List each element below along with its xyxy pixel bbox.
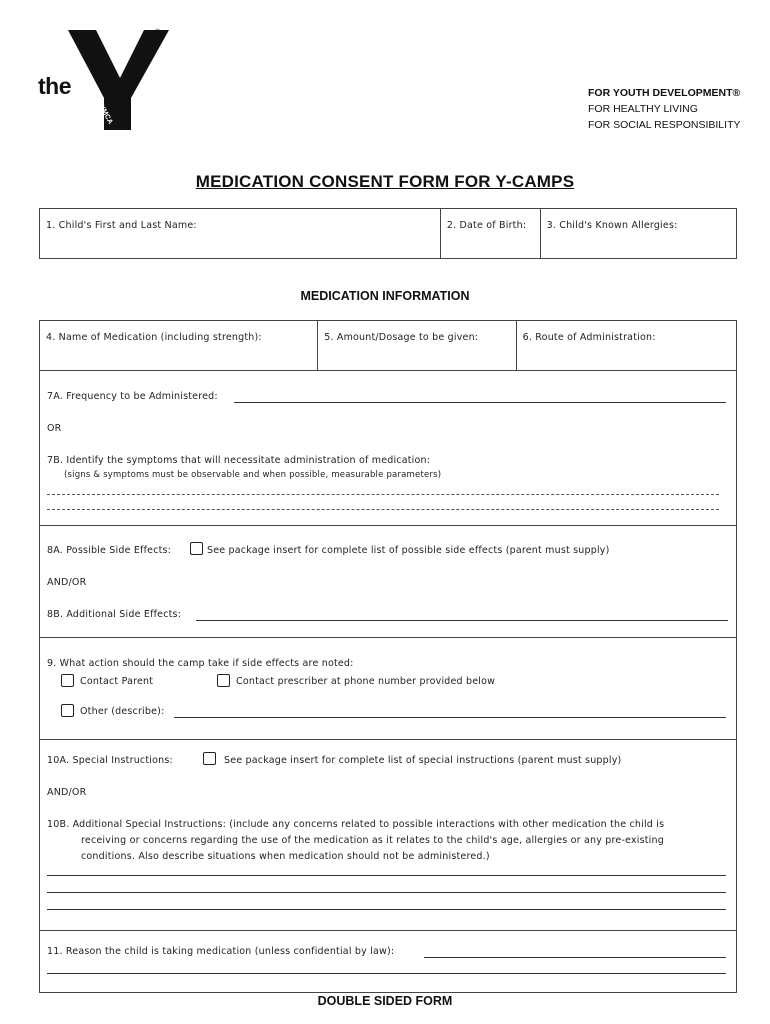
side-effects-andor: AND/OR — [47, 577, 87, 588]
double-sided-notice: DOUBLE SIDED FORM — [317, 994, 453, 1008]
instructions-10b-line-1: 10B. Additional Special Instructions: (include any concerns related to possible interactions with other medication the child is — [47, 819, 665, 830]
child-name-label: 1. Child's First and Last Name: — [46, 220, 197, 231]
side-effects-insert-checkbox[interactable] — [190, 542, 203, 555]
instructions-10b-line-3: conditions. Also describe situations when medication should not be administered.) — [81, 851, 490, 862]
frequency-section — [39, 371, 737, 526]
instructions-insert-text: See package insert for complete list of special instructions (parent must supply) — [224, 755, 622, 766]
dob-label: 2. Date of Birth: — [446, 220, 527, 231]
allergies-label: 3. Child's Known Allergies: — [546, 220, 678, 231]
instructions-line-2[interactable] — [47, 892, 726, 893]
logo-ymca-text: YMCA — [97, 104, 114, 126]
instructions-line-3[interactable] — [47, 909, 726, 910]
instructions-10b-line-2: receiving or concerns regarding the use of the medication as it relates to the child's age, allergies or any pre-existing — [81, 835, 664, 846]
other-text: Other (describe): — [80, 706, 165, 717]
reason-line-1[interactable] — [424, 957, 726, 958]
medication-row — [39, 320, 737, 371]
tagline-line-1: FOR YOUTH DEVELOPMENT® — [588, 87, 741, 99]
tagline-line-2: FOR HEALTHY LIVING — [588, 103, 698, 115]
instructions-line-1[interactable] — [47, 875, 726, 876]
contact-parent-text: Contact Parent — [80, 676, 154, 687]
frequency-7b-label: 7B. Identify the symptoms that will necessitate administration of medication: — [47, 455, 431, 466]
side-effects-8b-label: 8B. Additional Side Effects: — [47, 609, 182, 620]
medication-info-heading: MEDICATION INFORMATION — [300, 289, 470, 303]
symptoms-line-2[interactable] — [47, 509, 719, 510]
instructions-section — [39, 740, 737, 931]
other-checkbox[interactable] — [61, 704, 74, 717]
symptoms-line-1[interactable] — [47, 494, 719, 495]
dosage-field[interactable] — [318, 321, 516, 370]
side-effects-insert-text: See package insert for complete list of possible side effects (parent must supply) — [207, 545, 610, 556]
logo-registered-mark: ® — [155, 29, 161, 36]
dosage-label: 5. Amount/Dosage to be given: — [324, 332, 479, 343]
route-label: 6. Route of Administration: — [522, 332, 656, 343]
instructions-insert-checkbox[interactable] — [203, 752, 216, 765]
instructions-10a-label: 10A. Special Instructions: — [47, 755, 173, 766]
logo-word-the: the — [38, 73, 71, 99]
route-field[interactable] — [517, 321, 736, 370]
instructions-andor: AND/OR — [47, 787, 87, 798]
action-section — [39, 638, 737, 740]
frequency-7a-line[interactable] — [234, 402, 726, 403]
reason-label: 11. Reason the child is taking medication (unless confidential by law): — [47, 946, 395, 957]
side-effects-section — [39, 526, 737, 638]
contact-prescriber-checkbox[interactable] — [217, 674, 230, 687]
contact-prescriber-text: Contact prescriber at phone number provided below — [236, 676, 496, 687]
instructions-10b-text — [47, 817, 727, 865]
reason-section — [39, 931, 737, 993]
dob-field[interactable] — [441, 209, 541, 258]
other-describe-line[interactable] — [174, 717, 726, 718]
medication-name-label: 4. Name of Medication (including strength): — [46, 332, 262, 343]
child-name-field[interactable] — [40, 209, 441, 258]
reason-line-2[interactable] — [47, 973, 726, 974]
frequency-7b-note: (signs & symptoms must be observable and when possible, measurable parameters) — [64, 470, 442, 480]
side-effects-8a-label: 8A. Possible Side Effects: — [47, 545, 172, 556]
allergies-field[interactable] — [541, 209, 736, 258]
form-title: MEDICATION CONSENT FORM FOR Y-CAMPS — [195, 172, 575, 191]
side-effects-8b-line[interactable] — [196, 620, 728, 621]
tagline-line-3: FOR SOCIAL RESPONSIBILITY — [588, 119, 741, 131]
tagline — [588, 85, 740, 133]
child-info-row — [39, 208, 737, 259]
action-label: 9. What action should the camp take if side effects are noted: — [47, 658, 354, 669]
frequency-or: OR — [47, 423, 62, 434]
frequency-7a-label: 7A. Frequency to be Administered: — [47, 391, 218, 402]
medication-name-field[interactable] — [40, 321, 318, 370]
contact-parent-checkbox[interactable] — [61, 674, 74, 687]
